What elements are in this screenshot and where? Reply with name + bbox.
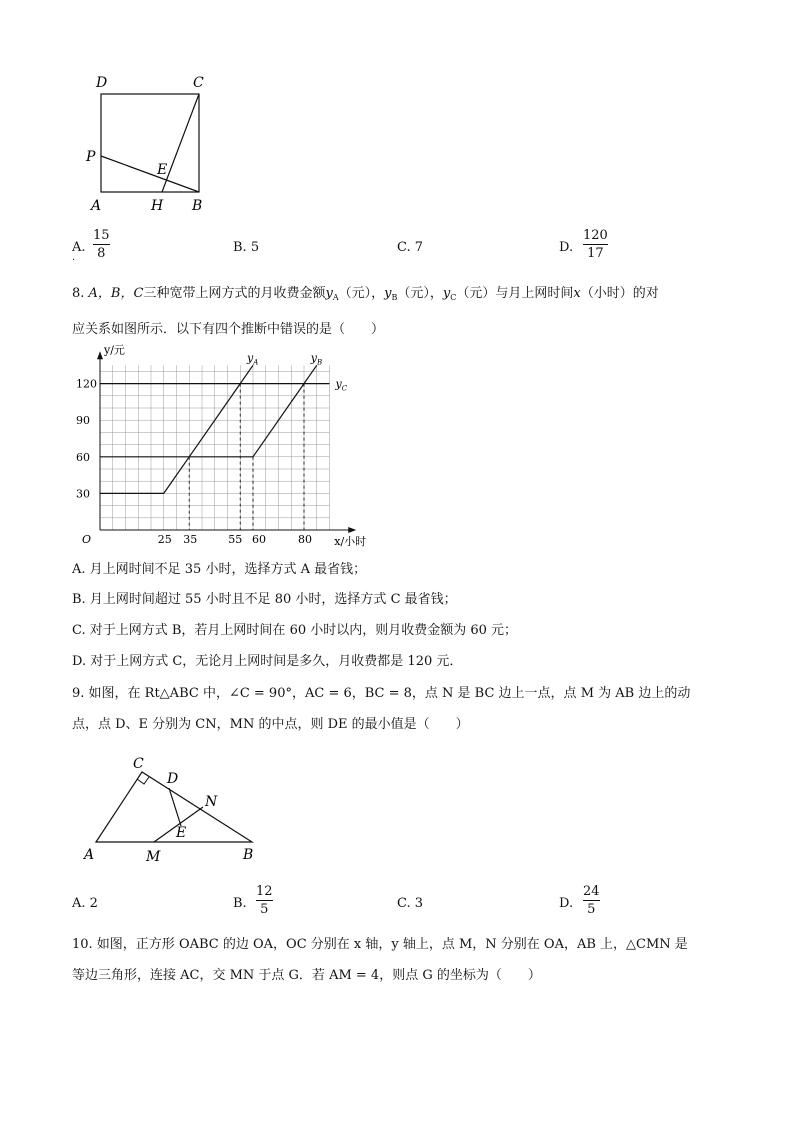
q8-unit-2: （元），	[397, 286, 443, 301]
q8-option-c: C. 对于上网方式 B，若月上网时间在 60 小时以内，则月收费金额为 60 元；	[72, 623, 518, 638]
label-b9: B	[243, 847, 254, 863]
x-axis-arrow	[348, 527, 356, 533]
right-angle-mark	[137, 777, 149, 784]
label-c9: C	[133, 756, 144, 772]
q7-option-c: C. 7	[397, 240, 424, 255]
series-label-b: $y_B$	[310, 351, 323, 367]
square-abcd	[101, 94, 199, 192]
q8-number: 8.	[72, 286, 89, 301]
q9-b-denominator: 5	[260, 902, 269, 917]
q9-option-a: A. 2	[72, 896, 98, 911]
q9-b-numerator: 12	[256, 884, 273, 899]
q7-option-a-label: A.	[72, 240, 86, 255]
q7-d-denominator: 17	[587, 246, 604, 261]
q8-text-4: （小时）的对	[580, 286, 659, 301]
q8-yb: y	[384, 286, 392, 301]
q7-a-denominator: 8	[97, 246, 106, 261]
q9-option-b-label: B.	[233, 896, 247, 911]
q7-option-b: B. 5	[233, 240, 260, 255]
q9-option-c: C. 3	[397, 896, 424, 911]
q8-text-3: （元）与月上网时间	[456, 286, 574, 301]
x-tick-label: 60	[252, 533, 266, 546]
y-tick-label: 90	[76, 414, 90, 428]
label-d: D	[96, 75, 108, 91]
q9-stem-line1: 9. 如图，在 Rt△ABC 中，∠C = 90°，AC = 6，BC = 8，点 N 是 BC 边上一点，点 M 为 AB 边上的动	[72, 686, 691, 701]
x-tick-label: 55	[228, 533, 243, 546]
label-d9: D	[167, 771, 179, 787]
label-h: H	[151, 198, 164, 214]
y-tick-label: 120	[76, 377, 97, 391]
q9-option-d-fraction	[583, 884, 600, 917]
q9-d-numerator: 24	[583, 884, 600, 899]
label-e: E	[157, 162, 168, 178]
q8-option-d: D. 对于上网方式 C，无论月上网时间是多久，月收费都是 120 元．	[72, 654, 463, 669]
origin-label: O	[82, 533, 92, 546]
q10-stem-line1: 10. 如图，正方形 OABC 的边 OA，OC 分别在 x 轴，y 轴上，点 M，N 分别在 OA，AB 上，△CMN 是	[72, 937, 688, 952]
q7-option-a-fraction	[93, 228, 110, 261]
q8-chart	[70, 340, 370, 550]
q9-option-d-label: D.	[559, 896, 574, 911]
label-n9: N	[205, 794, 218, 810]
q8-stem-line1	[72, 282, 659, 302]
q8-yc-sub: C	[450, 293, 457, 302]
triangle-figure	[80, 748, 270, 868]
q8-abc: A，B，C	[88, 286, 144, 301]
q8-option-b: B. 月上网时间超过 55 小时且不足 80 小时，选择方式 C 最省钱；	[72, 592, 457, 607]
q7-option-d-label: D.	[559, 240, 574, 255]
y-tick-label: 60	[76, 450, 90, 464]
label-a: A	[91, 198, 102, 214]
q9-stem-line2: 点，点 D、E 分别为 CN，MN 的中点，则 DE 的最小值是（ ）	[72, 717, 469, 732]
q8-yb-sub: B	[391, 293, 398, 302]
q8-ya: y	[325, 286, 333, 301]
series-line-b	[100, 365, 317, 457]
segment-ch	[162, 94, 199, 192]
q10-stem-line2: 等边三角形，连接 AC，交 MN 于点 G．若 AM = 4，则点 G 的坐标为（ ）	[72, 968, 541, 983]
label-p: P	[86, 149, 96, 165]
label-m9: M	[146, 849, 161, 865]
q7-option-d-fraction	[583, 228, 608, 261]
square-figure	[80, 70, 220, 220]
q8-stem-line2: 应关系如图所示．以下有四个推断中错误的是（ ）	[72, 322, 385, 337]
series-label-a: $y_A$	[247, 351, 259, 367]
y-tick-label: 30	[76, 487, 90, 501]
y-axis-arrow	[97, 351, 103, 359]
x-tick-label: 25	[157, 533, 172, 546]
label-c: C	[193, 75, 204, 91]
x-tick-label: 35	[183, 533, 198, 546]
q9-option-b-fraction	[256, 884, 273, 917]
q8-option-a: A. 月上网时间不足 35 小时，选择方式 A 最省钱；	[72, 562, 367, 577]
q9-d-denominator: 5	[587, 902, 596, 917]
q7-option-a-dot: .	[72, 252, 76, 263]
y-axis-label: y/元	[104, 343, 125, 357]
label-b: B	[192, 198, 203, 214]
label-a9: A	[84, 847, 95, 863]
q8-x: x	[573, 286, 581, 301]
q8-yc: y	[442, 286, 451, 301]
label-e9: E	[176, 825, 187, 841]
q8-unit-1: （元），	[338, 286, 385, 301]
q7-d-numerator: 120	[583, 228, 608, 243]
q7-a-numerator: 15	[93, 228, 110, 243]
q8-text-2: 三种宽带上网方式的月收费金额	[143, 286, 326, 301]
segment-pb	[101, 156, 199, 192]
x-axis-label: x/小时	[334, 535, 367, 548]
x-tick-label: 80	[298, 533, 312, 546]
q8-ya-sub: A	[332, 293, 339, 302]
series-label-c: $y_C$	[335, 377, 348, 393]
